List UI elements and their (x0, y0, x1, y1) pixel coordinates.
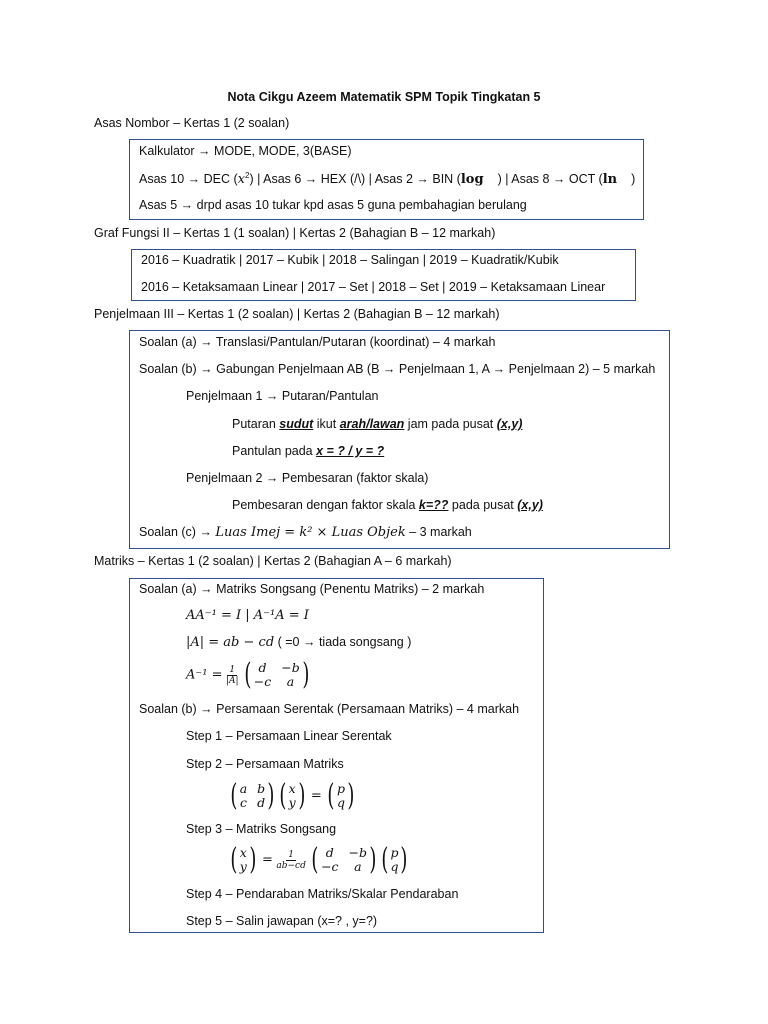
inverse-matrix-entry-1: −b (281, 660, 300, 675)
coefficient-matrix-entry-0: a (239, 781, 248, 796)
matriks-inverse-formula: A⁻¹ = $\frac{1}{|A|}$ ( d −b −c a ) (186, 657, 310, 692)
adjoint-matrix-entry-2: −c (321, 859, 339, 874)
adjoint-matrix-entry-0: d (325, 845, 334, 860)
penjelmaan-pembesaran: Pembesaran dengan faktor skala k=?? pada pusat (x,y) (232, 498, 543, 512)
matriks-step3: Step 3 – Matriks Songsang (186, 822, 337, 836)
penjelmaan-pantulan: Pantulan pada x = ? / y = ? (232, 444, 385, 458)
penjelmaan-soalan-c: Soalan (c) → Luas Imej = k² × Luas Objek – 3 markah (139, 525, 472, 540)
constant-vector-entry-1: q (337, 795, 346, 810)
coefficient-matrix-entry-1: b (257, 781, 266, 796)
penjelmaan-soalan-b: Soalan (b) → Gabungan Penjelmaan AB (B → Penjelmaan 1, A → Penjelmaan 2) – 5 markah (139, 362, 656, 376)
graf-line-2: 2016 – Ketaksamaan Linear | 2017 – Set | 2018 – Set | 2019 – Ketaksamaan Linear (141, 280, 606, 294)
matriks-step4: Step 4 – Pendaraban Matriks/Skalar Pendaraban (186, 887, 459, 901)
solution-vector-entry-1: y (239, 859, 247, 874)
rhs-vector-entry-1: q (390, 859, 399, 874)
matriks-soalan-b: Soalan (b) → Persamaan Serentak (Persamaan Matriks) – 4 markah (139, 702, 520, 716)
inverse-matrix-entry-2: −c (253, 674, 272, 689)
penjelmaan-1: Penjelmaan 1 → Putaran/Pantulan (186, 389, 379, 403)
penjelmaan-soalan-a: Soalan (a) → Translasi/Pantulan/Putaran (koordinat) – 4 markah (139, 335, 496, 349)
section-heading-asas-nombor: Asas Nombor – Kertas 1 (2 soalan) (94, 116, 290, 130)
matriks-soalan-a: Soalan (a) → Matriks Songsang (Penentu Matriks) – 2 markah (139, 582, 485, 596)
adjoint-matrix-entry-3: a (354, 859, 362, 874)
variable-vector-entry-1: y (288, 795, 296, 810)
matriks-step5: Step 5 – Salin jawapan (x=? , y=?) (186, 914, 378, 928)
section-heading-graf-fungsi: Graf Fungsi II – Kertas 1 (1 soalan) | Kertas 2 (Bahagian B – 12 markah) (94, 226, 496, 240)
rhs-vector-entry-0: p (390, 845, 399, 860)
matriks-step1: Step 1 – Persamaan Linear Serentak (186, 729, 392, 743)
penjelmaan-2: Penjelmaan 2 → Pembesaran (faktor skala) (186, 471, 429, 485)
constant-vector-entry-0: p (337, 781, 346, 796)
section-heading-penjelmaan: Penjelmaan III – Kertas 1 (2 soalan) | Kertas 2 (Bahagian B – 12 markah) (94, 307, 500, 321)
asas-line-asas5: Asas 5 → drpd asas 10 tukar kpd asas 5 guna pembahagian berulang (139, 198, 527, 212)
variable-vector-entry-0: x (288, 781, 296, 796)
solution-vector-entry-0: x (239, 845, 247, 860)
graf-line-1: 2016 – Kuadratik | 2017 – Kubik | 2018 – Salingan | 2019 – Kuadratik/Kubik (141, 253, 559, 267)
coefficient-matrix-entry-2: c (239, 795, 247, 810)
inverse-matrix-entry-0: d (258, 660, 267, 675)
penjelmaan-putaran: Putaran sudut ikut arah/lawan jam pada pusat (x,y) (232, 417, 523, 431)
section-heading-matriks: Matriks – Kertas 1 (2 soalan) | Kertas 2 (Bahagian A – 6 markah) (94, 554, 452, 568)
matriks-step2: Step 2 – Persamaan Matriks (186, 757, 344, 771)
matriks-identity: AA⁻¹ = I | A⁻¹A = I (186, 608, 309, 623)
matriks-equation: ( a b c d ) ( x y ) = ( p q ) (230, 778, 355, 813)
page-title: Nota Cikgu Azeem Matematik SPM Topik Tingkatan 5 (227, 90, 541, 104)
asas-line-bases: Asas 10 → DEC $(x^2)$ | Asas 6 → HEX (/\) | Asas 2 → BIN (log ) | Asas 8 → OCT (ln ) (139, 171, 636, 188)
adjoint-matrix-entry-1: −b (348, 845, 368, 860)
inverse-matrix-entry-3: a (286, 674, 295, 689)
matriks-determinant: |A| = ab − cd ( =0 → tiada songsang ) (186, 635, 412, 650)
matriks-box (129, 578, 544, 933)
matriks-inverse-equation: ( x y ) = $\frac{1}{ab-cd}$ ( d −b −c a ) ( p q ) (230, 842, 408, 877)
coefficient-matrix-entry-3: d (257, 795, 266, 810)
asas-line-kalkulator: Kalkulator → MODE, MODE, 3(BASE) (139, 144, 352, 158)
